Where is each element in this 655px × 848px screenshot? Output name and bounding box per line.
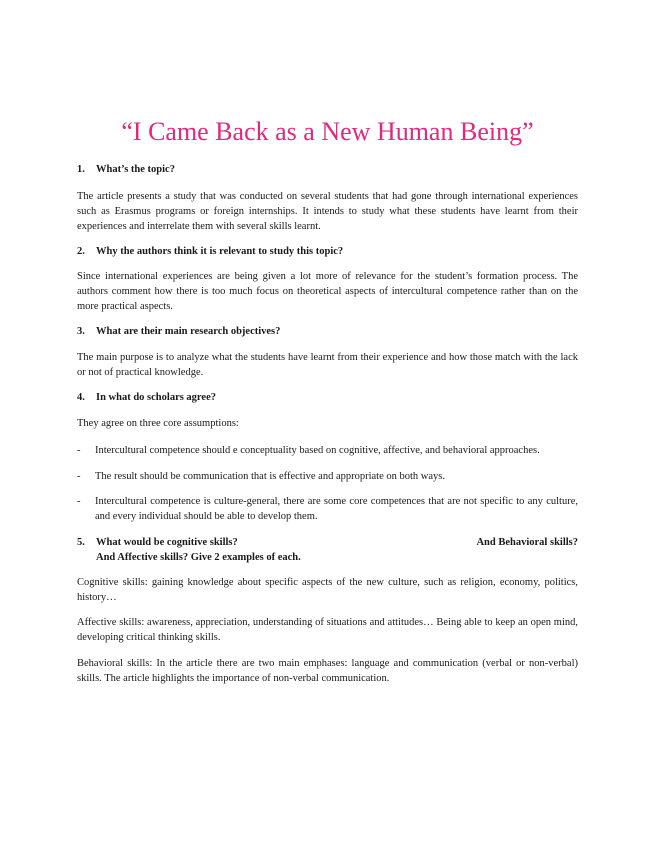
bullet-dash: -: [77, 496, 81, 507]
answer-4-bullet: [77, 469, 578, 484]
bullet-text: The result should be communication that is effective and appropriate on both ways.: [95, 471, 446, 482]
question-2-number: 2.: [77, 246, 85, 257]
question-5-number: 5.: [77, 537, 85, 548]
question-1-text: What’s the topic?: [96, 164, 175, 175]
answer-2: Since international experiences are being given a lot more of relevance for the student’s formation process. The authors comment how there is too much focus on theoretical aspects of intercultural competence rather than on the more practical aspects.: [77, 271, 578, 312]
answer-5-cognitive: Cognitive skills: gaining knowledge about specific aspects of the new culture, such as religion, economy, politics, history…: [77, 577, 578, 603]
bullet-text: Intercultural competence should e conceptuality based on cognitive, affective, and behavioral approaches.: [95, 445, 540, 456]
answer-3: The main purpose is to analyze what the students have learnt from their experience and how those match with the lack or not of practical knowledge.: [77, 352, 578, 378]
answer-4-bullet: [77, 494, 578, 524]
question-5: [77, 535, 578, 565]
question-5-cognitive: What would be cognitive skills?: [96, 537, 238, 548]
answer-4-bullet: [77, 443, 578, 458]
bullet-dash: -: [77, 445, 81, 456]
bullet-text: Intercultural competence is culture-general, there are some core competences that are not specific to any culture, and every individual should be able to develop them.: [95, 496, 578, 522]
question-5-affective: And Affective skills? Give 2 examples of each.: [96, 552, 301, 563]
document-title: “I Came Back as a New Human Being”: [121, 117, 534, 146]
answer-1: The article presents a study that was conducted on several students that had gone through international experiences such as Erasmus programs or foreign internships. It intends to study what these students have learnt from their experiences and interrelate them with several skills learnt.: [77, 191, 578, 232]
question-3-number: 3.: [77, 326, 85, 337]
bullet-dash: -: [77, 471, 81, 482]
question-2-text: Why the authors think it is relevant to study this topic?: [96, 246, 344, 257]
question-4-text: In what do scholars agree?: [96, 392, 216, 403]
question-3: [77, 325, 280, 339]
answer-5-behavioral: Behavioral skills: In the article there are two main emphases: language and communication (verbal or non-verbal) skills. The article highlights the importance of non-verbal communication.: [77, 658, 578, 684]
question-5-behavioral: And Behavioral skills?: [476, 537, 578, 548]
answer-5-affective: Affective skills: awareness, appreciation, understanding of situations and attitudes… Being able to keep an open mind, developing critical thinking skills.: [77, 617, 578, 643]
question-1: [77, 163, 175, 177]
question-2: [77, 245, 343, 259]
question-4: [77, 391, 216, 405]
question-4-number: 4.: [77, 392, 85, 403]
answer-4-intro: They agree on three core assumptions:: [77, 418, 239, 429]
question-3-text: What are their main research objectives?: [96, 326, 281, 337]
question-1-number: 1.: [77, 164, 85, 175]
